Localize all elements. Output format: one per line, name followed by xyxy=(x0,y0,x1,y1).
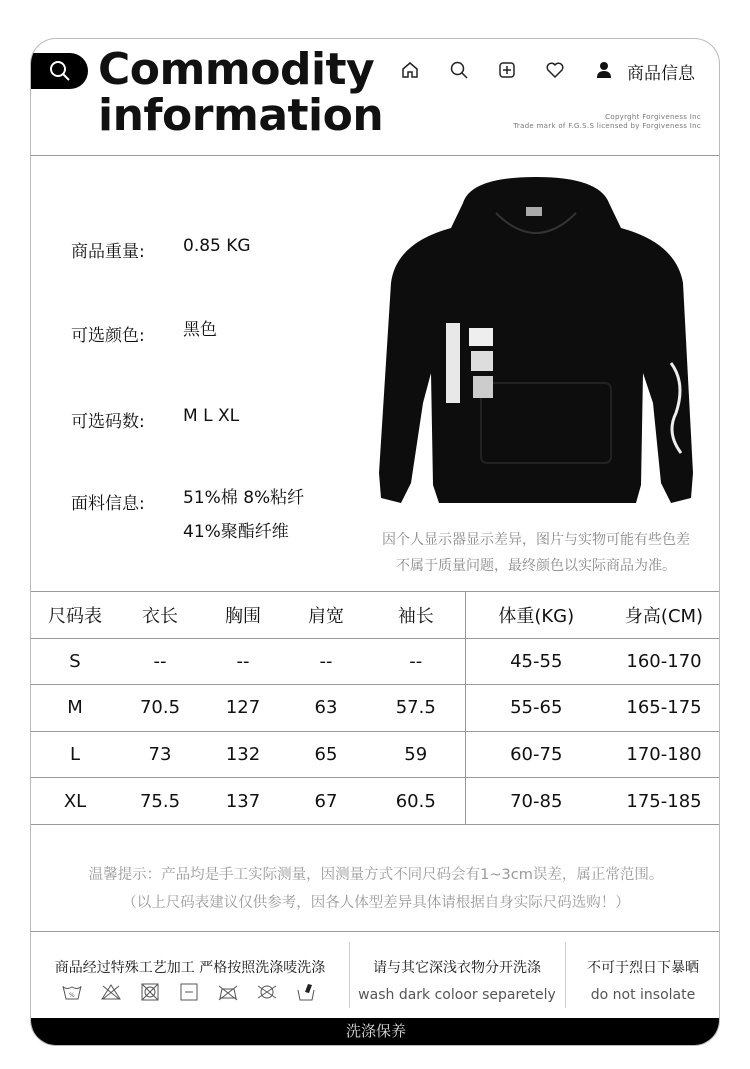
cell: L xyxy=(31,731,119,778)
column-header: 尺码表 xyxy=(31,592,119,639)
spec-value: 51%棉 8%粘纤 xyxy=(183,488,305,508)
spec-label: 面料信息: xyxy=(71,494,145,514)
spec-value: 0.85 KG xyxy=(183,236,251,256)
notes-line-2: （以上尺码表建议仅供参考，因各人体型差异具体请根据自身实际尺码选购！） xyxy=(122,895,630,911)
column-header: 胸围 xyxy=(201,592,285,639)
cell: 175-185 xyxy=(607,778,720,825)
search-button[interactable] xyxy=(31,53,88,89)
page-title xyxy=(98,44,384,141)
care-text: 不可于烈日下暴晒 xyxy=(587,960,699,976)
care-separate-wash xyxy=(349,932,565,1018)
hand-wash-icon xyxy=(295,982,317,1002)
cell: 70.5 xyxy=(119,685,201,732)
spec-label: 可选码数: xyxy=(71,412,145,432)
table-row xyxy=(31,685,720,732)
commodity-card xyxy=(30,38,720,1046)
no-iron-icon xyxy=(217,982,239,1002)
header xyxy=(31,39,719,156)
care-instructions xyxy=(31,932,349,1018)
no-tumble-dry-icon xyxy=(139,982,161,1002)
product-image-hoodie xyxy=(371,173,701,518)
nav-label[interactable]: 商品信息 xyxy=(627,64,695,84)
care-icons xyxy=(61,982,317,1002)
footer-bar: 洗涤保养 xyxy=(31,1018,720,1046)
wash-30-icon xyxy=(61,982,83,1002)
cell: S xyxy=(31,638,119,685)
disclaimer-line-1: 因个人显示器显示差异，图片与实物可能有些色差 xyxy=(382,532,690,548)
cell: 65 xyxy=(285,731,367,778)
column-header: 衣长 xyxy=(119,592,201,639)
notes-line-1: 温馨提示：产品均是手工实际测量，因测量方式不同尺码会有1~3cm误差，属正常范围。 xyxy=(88,867,664,883)
cell: M xyxy=(31,685,119,732)
cell: -- xyxy=(119,638,201,685)
search-icon xyxy=(49,60,71,82)
heart-icon[interactable] xyxy=(545,60,565,80)
cell: -- xyxy=(367,638,465,685)
measurement-notes xyxy=(31,824,720,932)
care-text: 商品经过特殊工艺加工 严格按照洗涤唛洗涤 xyxy=(54,960,326,976)
table-row xyxy=(31,778,720,825)
column-header: 肩宽 xyxy=(285,592,367,639)
care-text: 请与其它深浅衣物分开洗涤 xyxy=(373,960,541,976)
cell: 55-65 xyxy=(465,685,607,732)
spec-value-2: 41%聚酯纤维 xyxy=(183,522,289,542)
color-disclaimer xyxy=(351,527,720,579)
disclaimer-line-2: 不属于质量问题，最终颜色以实际商品为准。 xyxy=(396,558,676,574)
spec-value: M L XL xyxy=(183,406,240,426)
cell: 170-180 xyxy=(607,731,720,778)
cell: 132 xyxy=(201,731,285,778)
column-header: 体重(KG) xyxy=(465,592,607,639)
dry-flat-icon xyxy=(178,982,200,1002)
cell: 59 xyxy=(367,731,465,778)
size-table xyxy=(31,591,720,824)
copyright xyxy=(513,113,701,131)
cell: 60-75 xyxy=(465,731,607,778)
cell: 57.5 xyxy=(367,685,465,732)
cell: 165-175 xyxy=(607,685,720,732)
cell: 75.5 xyxy=(119,778,201,825)
cell: XL xyxy=(31,778,119,825)
add-icon[interactable] xyxy=(497,60,517,80)
care-text-en: wash dark coloor separetely xyxy=(358,987,556,1003)
table-row xyxy=(31,731,720,778)
title-line-1: Commodity xyxy=(98,44,375,95)
cell: 137 xyxy=(201,778,285,825)
copyright-line-2: Trade mark of F.G.S.S licensed by Forgiveness Inc xyxy=(513,122,701,130)
column-header: 袖长 xyxy=(367,592,465,639)
copyright-line-1: Copyrght Forgiveness Inc xyxy=(605,113,701,121)
title-line-2: information xyxy=(98,90,384,141)
column-header: 身高(CM) xyxy=(607,592,720,639)
cell: 45-55 xyxy=(465,638,607,685)
care-text-en: do not insolate xyxy=(590,987,696,1003)
search-icon[interactable] xyxy=(449,60,469,80)
table-row xyxy=(31,638,720,685)
cell: 67 xyxy=(285,778,367,825)
no-dry-clean-icon xyxy=(256,982,278,1002)
cell: 63 xyxy=(285,685,367,732)
svg-text:%: % xyxy=(69,992,75,999)
cell: 73 xyxy=(119,731,201,778)
spec-label: 商品重量: xyxy=(71,242,145,262)
cell: 60.5 xyxy=(367,778,465,825)
cell: 70-85 xyxy=(465,778,607,825)
cell: 127 xyxy=(201,685,285,732)
home-icon[interactable] xyxy=(400,60,420,80)
no-bleach-icon xyxy=(100,982,122,1002)
cell: 160-170 xyxy=(607,638,720,685)
spec-label: 可选颜色: xyxy=(71,326,145,346)
cell: -- xyxy=(201,638,285,685)
user-icon[interactable] xyxy=(594,60,614,80)
cell: -- xyxy=(285,638,367,685)
care-no-sun xyxy=(565,932,720,1018)
spec-value: 黑色 xyxy=(183,320,217,340)
table-header-row xyxy=(31,592,720,639)
